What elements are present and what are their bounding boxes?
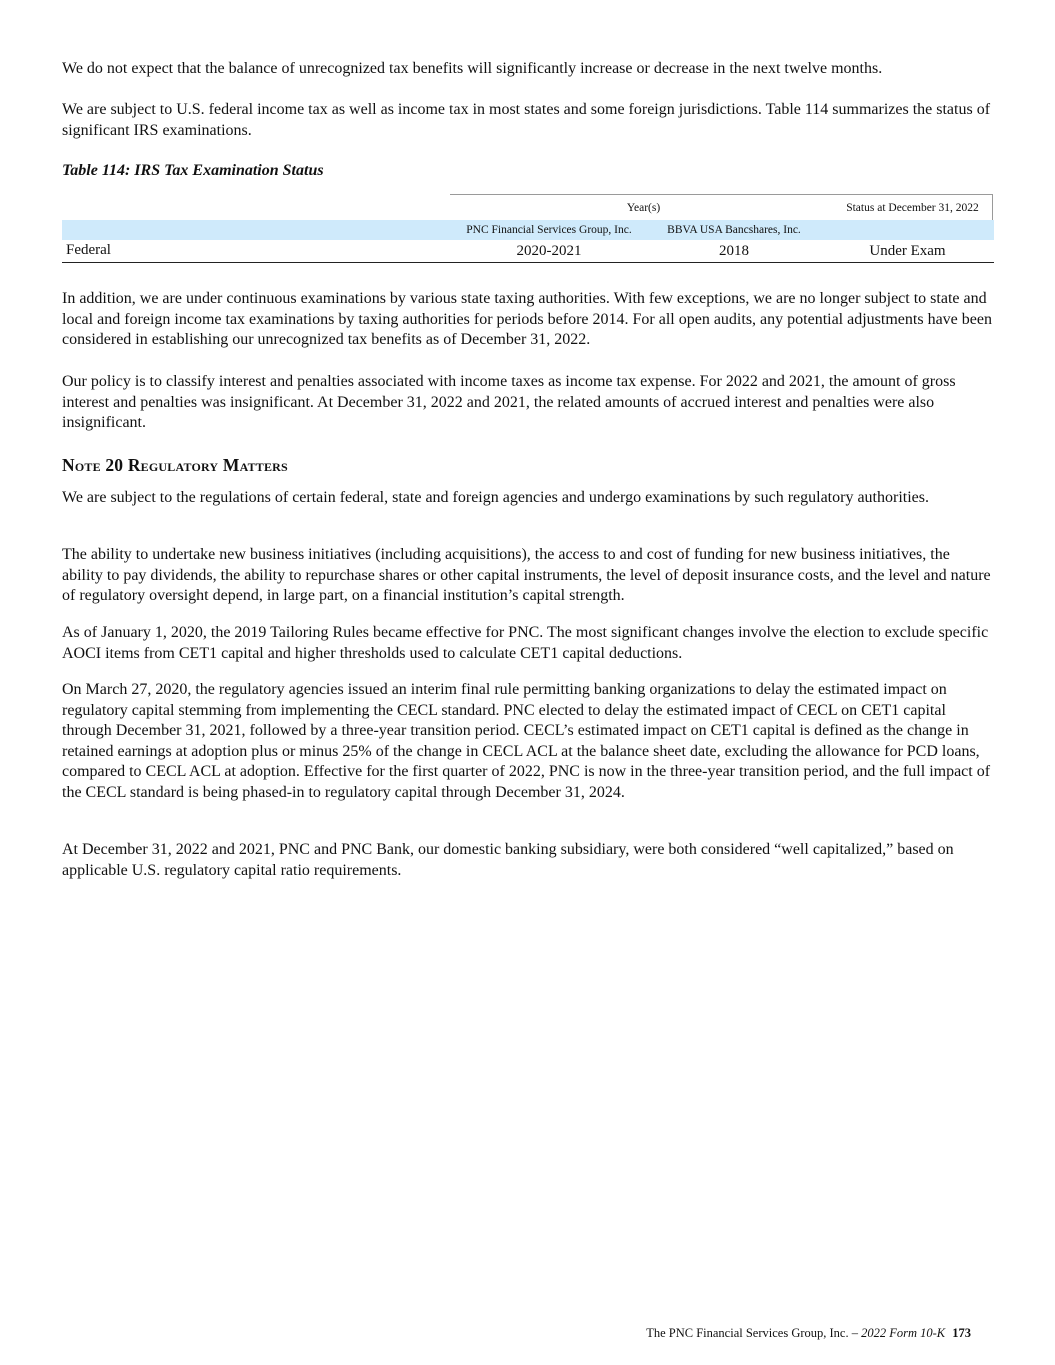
row-bbva-years: 2018 bbox=[719, 243, 749, 259]
note-number: Note 20 bbox=[62, 455, 124, 475]
paragraph-interest-penalties: Our policy is to classify interest and penalties associated with income taxes as income tax expense. For 2022 and 2021, the amount of gross interest and penalties was insignificant. At December 31, 2022 and 2021, the related amounts of accrued interest and penalties were also insignificant. bbox=[62, 373, 956, 432]
paragraph-tailoring-rules: As of January 1, 2020, the 2019 Tailoring Rules became effective for PNC. The most significant changes involve the election to exclude specific AOCI items from CET1 capital and higher thresholds used to calculate CET1 capital deductions. bbox=[62, 624, 989, 662]
paragraph-unrecognized-tax: We do not expect that the balance of unrecognized tax benefits will significantly increase or decrease in the next twelve months. bbox=[62, 60, 883, 77]
table-header-row-1 bbox=[450, 194, 993, 221]
row-pnc-years: 2020-2021 bbox=[516, 243, 582, 259]
paragraph-well-capitalized: At December 31, 2022 and 2021, PNC and PNC Bank, our domestic banking subsidiary, were both considered “well capitalized,” based on applicable U.S. regulatory capital ratio requirements. bbox=[62, 841, 954, 879]
footer-form: 2022 Form 10-K bbox=[861, 1326, 946, 1340]
footer-company: The PNC Financial Services Group, Inc. – bbox=[646, 1326, 858, 1340]
row-status: Under Exam bbox=[869, 243, 946, 259]
header-years: Year(s) bbox=[626, 202, 661, 214]
table-header-row-2 bbox=[62, 220, 994, 240]
table-row bbox=[62, 240, 994, 263]
header-pnc: PNC Financial Services Group, Inc. bbox=[466, 224, 632, 236]
table-caption: Table 114: IRS Tax Examination Status bbox=[62, 162, 324, 179]
paragraph-federal-income-tax: We are subject to U.S. federal income tax as well as income tax in most states and some foreign jurisdictions. Table 114 summarizes the status of significant IRS examinations. bbox=[62, 101, 991, 139]
header-status: Status at December 31, 2022 bbox=[846, 202, 979, 214]
note-heading bbox=[62, 455, 288, 476]
paragraph-cecl: On March 27, 2020, the regulatory agencies issued an interim final rule permitting banking organizations to delay the estimated impact on regulatory capital stemming from implementing the CECL standard. PNC elected to delay the estimated impact of CECL on CET1 capital through December 31, 2021, followed by a three-year transition period. CECL’s estimated impact on CET1 capital is defined as the change in retained earnings at adoption plus or minus 25% of the change in CECL ACL at the balance sheet date, excluding the allowance for PCD loans, compared to CECL ACL at adoption. Effective for the first quarter of 2022, PNC is now in the three-year transition period, and the full impact of the CECL standard is being phased-in to regulatory capital through December 31, 2024. bbox=[62, 681, 991, 801]
paragraph-regulations: We are subject to the regulations of certain federal, state and foreign agencies and undergo examinations by such regulatory authorities. bbox=[62, 489, 929, 506]
header-bbva: BBVA USA Bancshares, Inc. bbox=[667, 224, 801, 236]
page-footer bbox=[646, 1326, 971, 1341]
note-title: Regulatory Matters bbox=[127, 455, 288, 475]
paragraph-capital-strength: The ability to undertake new business initiatives (including acquisitions), the access to and cost of funding for new business initiatives, the ability to pay dividends, the ability to repurchase shares or other capital instruments, the level of deposit insurance costs, and the level and nature of regulatory oversight depend, in large part, on a financial institution’s capital strength. bbox=[62, 546, 991, 605]
row-label: Federal bbox=[66, 242, 111, 258]
header-right-rule bbox=[992, 194, 993, 220]
paragraph-state-exams: In addition, we are under continuous examinations by various state taxing authorities. With few exceptions, we are no longer subject to state and local and foreign income tax examinations by taxing authorities for periods before 2014. For all open audits, any potential adjustments have been considered in establishing our unrecognized tax benefits as of December 31, 2022. bbox=[62, 290, 992, 349]
footer-page-number: 173 bbox=[952, 1326, 971, 1340]
